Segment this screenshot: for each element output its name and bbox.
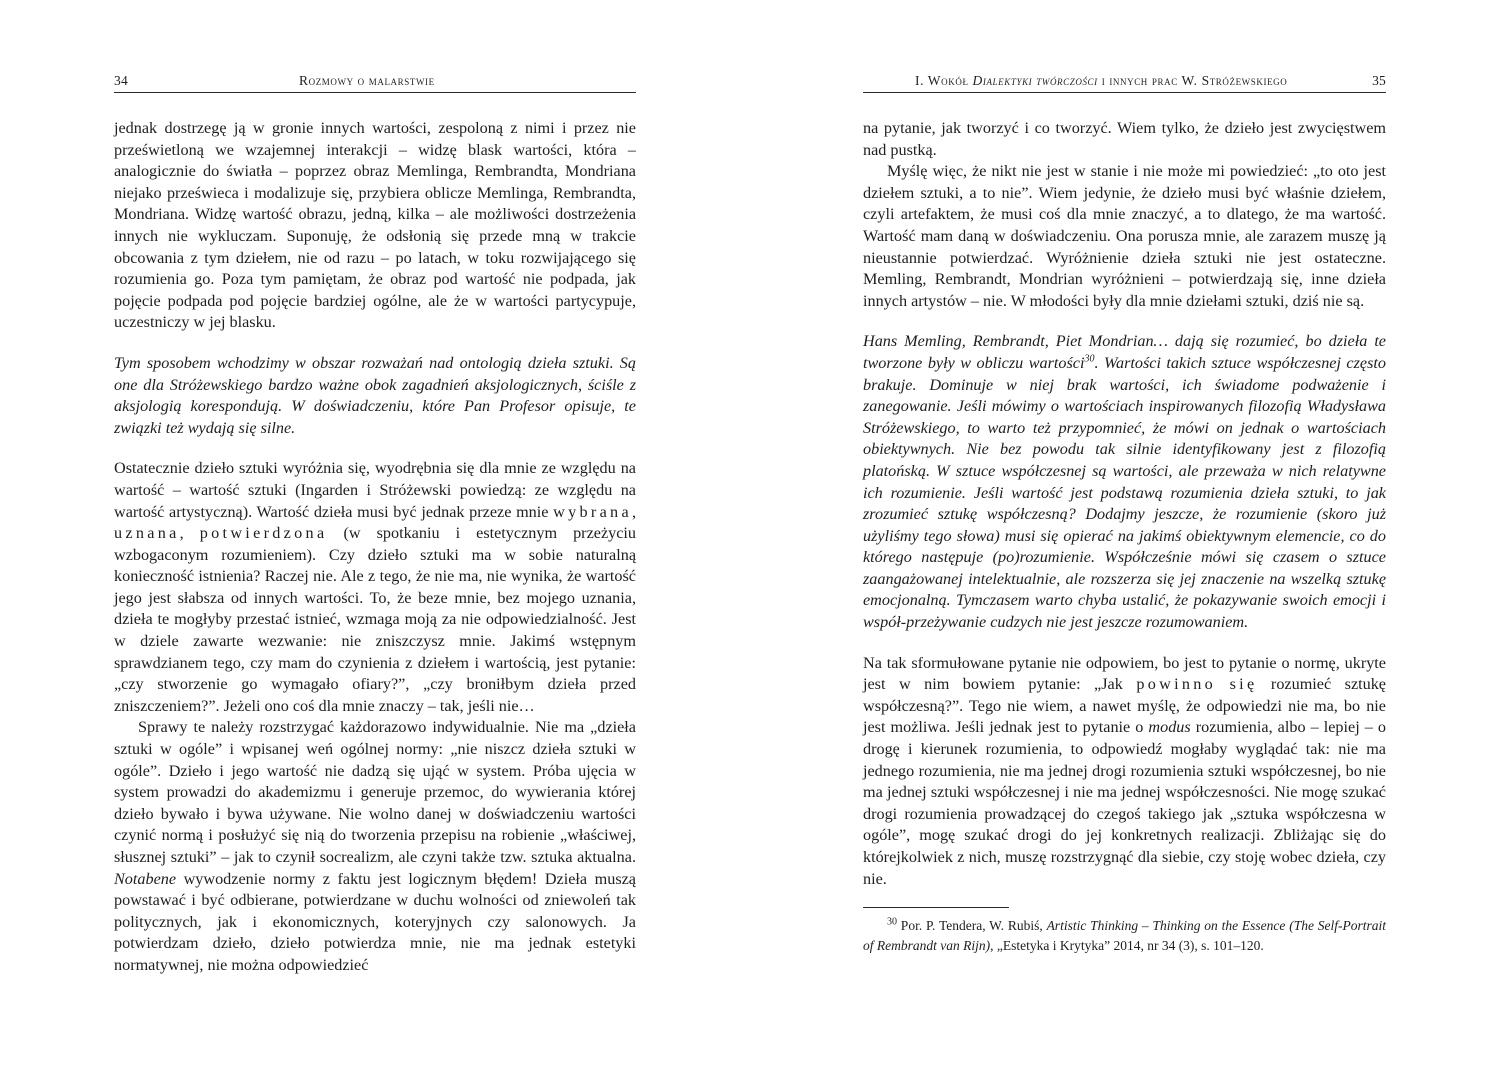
- interviewer-question: [863, 331, 1386, 633]
- running-head-text: i innych prac W. Stróżewskiego: [1097, 73, 1288, 88]
- footnote-text: , „Estetyka i Krytyka” 2014, nr 34 (3), s. 101–120.: [990, 938, 1264, 954]
- text-run: Na tak sformułowane pytanie nie odpowiem, bo jest to pytanie o normę, ukryte jest w nim bowiem pytanie: „Jak: [863, 653, 1386, 694]
- text-run: Sprawy te należy rozstrzygać każdorazowo indywidualnie. Nie ma „dzieła sztuki w ogóle” i wpisanej weń ogólnej normy: „nie niszcz dzieła sztuki w ogóle”. Dzieło i jego wartość nie dadzą się ująć w system. Próba ujęcia w system prowadzi do akademizmu i generuje przemoc, do wywierania której dzieło bywało i bywa używane. Nie wolno danej w doświadczeniu wartości czynić normą i posłużyć się nią do tworzenia przepisu na robienie „właściwej, słusznej sztuki” – jak to czynił socrealizm, ale czyni także tzw. sztuka aktualna.: [114, 718, 636, 866]
- italic-term: Notabene: [114, 869, 177, 888]
- paragraph: Myślę więc, że nikt nie jest w stanie i nie może mi powiedzieć: „to oto jest dziełem sztuki, a to nie”. Wiem jedynie, że dzieło musi być właśnie dziełem, czyli artefaktem, że musi coś dla mnie znaczyć, a to dlatego, że ma wartość. Wartość mam daną w doświadczeniu. Ona porusza mnie, ale zarazem muszę ją nieustannie potwierdzać. Wyróżnienie dzieła sztuki nie jest ostateczne. Memling, Rembrandt, Mondrian wyróżnieni – potwierdzają się, inne dzieła innych artystów – nie. W młodości były dla mnie dziełami sztuki, dziś nie są.: [863, 162, 1386, 310]
- footnote-number: 30: [887, 916, 897, 928]
- footnote-title: Artistic Thinking – Thinking on the Essence (The Self-Portrait of Rembrandt van Rijn): [863, 918, 1386, 954]
- text-run: rozumieć sztukę współczesną?”. Tego nie wiem, a nawet myślę, że odpowiedzi nie ma, bo nie jest możliwa. Jeśli jednak jest to pytanie o: [863, 675, 1386, 737]
- spaced-emphasis: potwierdzona: [199, 524, 328, 543]
- footnote: [863, 916, 1386, 956]
- spaced-emphasis: się: [1229, 675, 1258, 694]
- footnote-text: Por. P. Tendera, W. Rubiś,: [897, 918, 1047, 934]
- page-body: [863, 118, 1386, 956]
- text-run: ,: [179, 524, 200, 543]
- footnote-divider: [863, 907, 1009, 908]
- italic-term: modus: [1148, 718, 1191, 737]
- interviewer-question: Tym sposobem wchodzimy w obszar rozważań nad ontologią dzieła sztuki. Są one dla Stróżewskiego bardzo ważne obok zagadnień aksjologicznych, ściśle z aksjologią korespondują. W doświadczeniu, które Pan Profesor opisuje, te związki też wydają się silne.: [114, 353, 636, 437]
- page-header: [114, 70, 636, 93]
- text-run: ,: [631, 502, 636, 521]
- text-run: Hans Memling, Rembrandt, Piet Mondrian… dają się rozumieć, bo dzieła te tworzone były w obliczu wartości: [863, 332, 1386, 372]
- running-head: Rozmowy o malarstwie: [299, 73, 435, 88]
- text-run: (w spotkaniu i estetycznym przeżyciu wzbogaconym rozumieniem). Czy dzieło sztuki ma w sobie naturalną konieczność istnienia? Raczej nie. Ale z tego, że nie ma, nie wynika, że wartość jego jest słabsza od innych wartości. To, że beze mnie, bez mojego uznania, dzieła te mogłyby przestać istnieć, wzmaga moją za nie odpowiedzialność. Jest w dziele zawarte wezwanie: nie zniszczysz mnie. Jakimś wstępnym sprawdzianem tego, czy mam do czynienia z dziełem i wartością, jest pytanie: „czy stworzenie go wymagało ofiary?”, „czy broniłbym dzieła przed zniszczeniem?”. Jeżeli ono coś dla mnie znaczy – tak, jeśli nie…: [114, 524, 636, 715]
- running-head: [915, 73, 1287, 89]
- spaced-emphasis: powinno: [1136, 675, 1217, 694]
- running-head-title: Dialektyki twórczości: [972, 73, 1098, 88]
- text-run: [1216, 675, 1229, 693]
- paragraph: jednak dostrzegę ją w gronie innych wartości, zespoloną z nimi i przez nie prześwietloną we wzajemnej interakcji – widzę blask wartości, która – analogicznie do światła – poprzez obraz Memlinga, Rembrandta, Mondriana niejako prześwieca i modalizuje się, przybiera oblicze Memlinga, Rembrandta, Mondriana. Widzę wartość obrazu, jedną, kilka – ale możliwości dostrzeżenia innych nie wykluczam. Suponuję, że odsłonią się przede mną w trakcie obcowania z tym dziełem, nie od razu – po latach, w toku rozwijającego się rozumienia go. Poza tym pamiętam, że obraz pod wartość nie podpada, jak pojęcie podpada pod pojęcie bardziej ogólne, ale że w wartości partycypuje, uczestniczy w jej blasku.: [114, 119, 636, 332]
- text-run: Ostatecznie dzieło sztuki wyróżnia się, wyodrębnia się dla mnie ze względu na wartość – wartość sztuki (Ingarden i Stróżewski powiedzą: ze względu na wartość artystyczną). Wartość dzieła musi być jednak przeze mnie: [114, 459, 636, 521]
- spaced-emphasis: uznana: [114, 524, 180, 543]
- text-run: . Wartości takich sztuce współczesnej często brakuje. Dominuje w niej brak wartości, ich świadome podważenie i zanegowanie. Jeśli mówimy o wartościach inspirowanych filozofią Władysława Stróżewskiego, to warto też przypomnieć, że mówi on jednak o wartościach obiektywnych. Nie bez powodu tak silnie identyfikowany jest z filozofią platońską. W sztuce współczesnej są wartości, ale przeważa w nich relatywne ich rozumienie. Jeśli wartość jest podstawą rozumienia dzieła sztuki, to jak zrozumieć sztukę współczesną? Dodajmy jeszcze, że rozumienie (skoro już użyliśmy tego słowa) musi się opierać na jakimś obiektywnym elemencie, co do którego następuje (po)rozumienie. Współcześnie mówi się czasem o sztuce zaangażowanej intelektualnie, ale rozszerza się jej znaczenie na wszelką sztukę emocjonalną. Tymczasem warto chyba ustalić, że pokazywanie swoich emocji i współ-przeżywanie cudzych nie jest jeszcze rozumowaniem.: [863, 353, 1386, 632]
- paragraph: na pytanie, jak tworzyć i co tworzyć. Wiem tylko, że dzieło jest zwycięstwem nad pustką.: [863, 119, 1386, 159]
- running-head-text: I. Wokół: [915, 73, 973, 88]
- text-run: wywodzenie normy z faktu jest logicznym błędem! Dzieła muszą powstawać i być odbierane, potwierdzane w duchu wolności od zniewoleń tak politycznych, jak i ekonomicznych, koteryjnych czy salonowych. Ja potwierdzam dzieło, dzieło potwierdza mnie, nie ma jednak estetyki normatywnej, nie można odpowiedzieć: [114, 869, 636, 974]
- page-number: 34: [114, 73, 128, 88]
- spaced-emphasis: wybrana: [553, 502, 632, 521]
- paragraph: [114, 458, 636, 717]
- paragraph: [863, 653, 1386, 891]
- page-number: 35: [1372, 73, 1386, 88]
- right-page: [750, 0, 1500, 1068]
- footnote-reference[interactable]: 30: [1084, 353, 1095, 365]
- page-header: [863, 70, 1386, 93]
- page-body: [114, 118, 636, 977]
- paragraph: [114, 717, 636, 976]
- text-run: rozumienia, albo – lepiej – o drogę i kierunek rozumienia, to odpowiedź mogłaby wyglądać tak: nie ma jednego rozumienia, nie ma jednej drogi rozumienia sztuki współczesnej, bo nie ma jednej sztuki współczesnej i nie ma jednej współczesności. Nie mogę szukać drogi rozumienia prowadzącej do czegoś takiego jak „sztuka współczesna w ogóle”, mogę szukać drogi do jej konkretnych realizacji. Zbliżając się do którejkolwiek z nich, muszę rozstrzygnąć dla siebie, czy stoję wobec dzieła, czy nie.: [863, 718, 1386, 888]
